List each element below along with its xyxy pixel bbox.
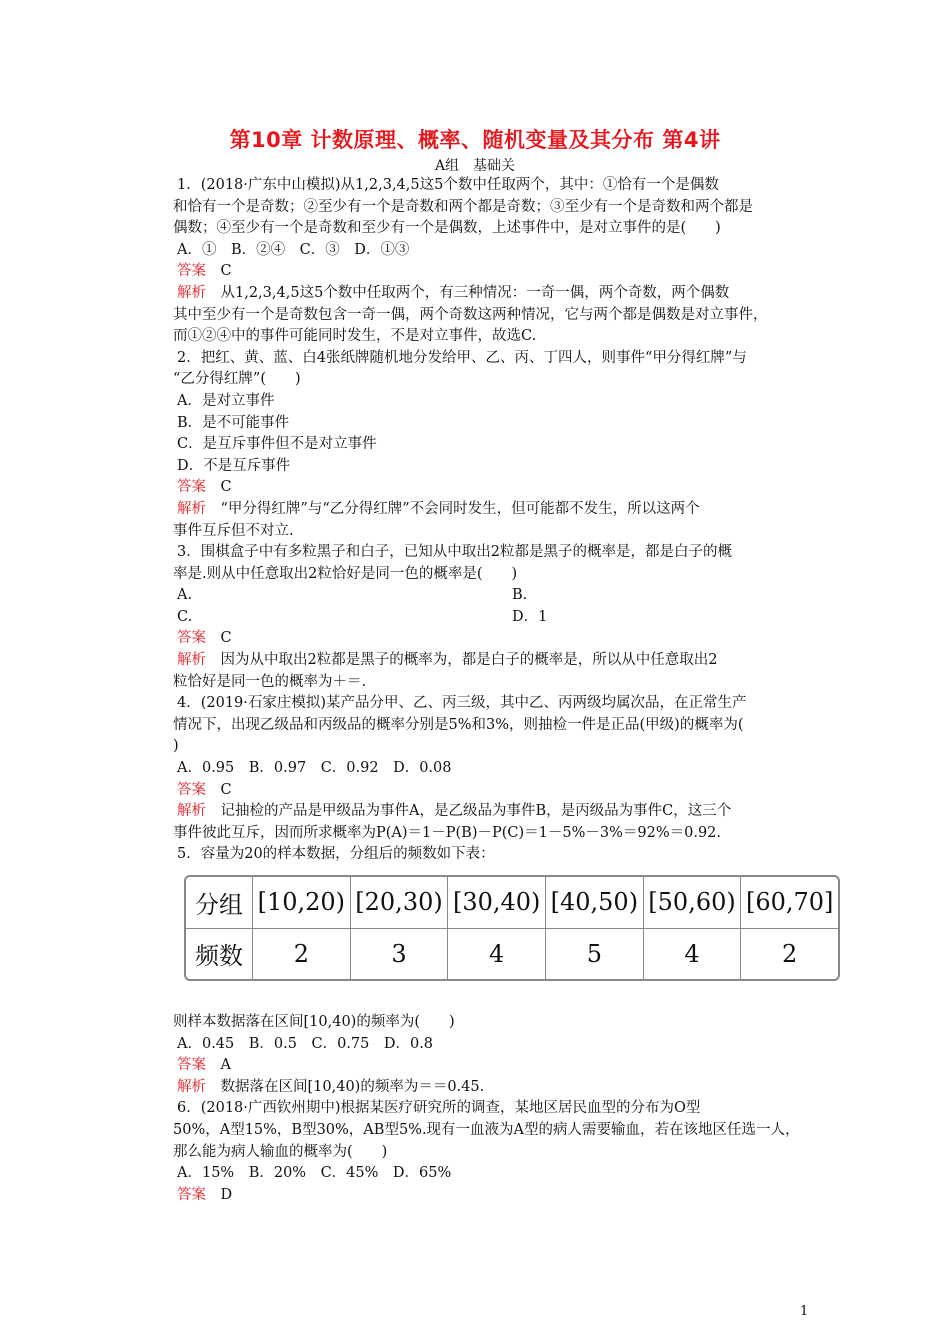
line-text: 事件彼此互斥，因而所求概率为P(A)＝1－P(B)－P(C)＝1－5%－3%＝92%＝0.92.: [173, 824, 722, 841]
line-text: A．① B．②④ C．③ D．①③: [177, 241, 410, 258]
option-label: A.: [177, 587, 193, 604]
line-text: C: [206, 263, 232, 280]
text-line: [173, 1120, 813, 1142]
line-text: A．15% B．20% C．45% D．65%: [177, 1165, 452, 1182]
table-cell: 3: [350, 928, 448, 979]
option-label: D．1: [512, 608, 548, 625]
line-text: 事件互斥但不对立.: [173, 522, 294, 539]
text-line: [173, 736, 813, 758]
text-line: [173, 1012, 813, 1034]
table-cell: [20,30): [350, 877, 448, 928]
line-text: 从1,2,3,4,5这5个数中任取两个，有三种情况：一奇一偶，两个奇数，两个偶数: [206, 284, 730, 301]
table-cell: 2: [253, 928, 351, 979]
body-text-bottom: [173, 1012, 813, 1206]
text-line: [173, 305, 813, 327]
text-line: [173, 1098, 813, 1120]
line-text: D: [206, 1186, 233, 1203]
line-text: 3．围棋盒子中有多粒黑子和白子，已知从中取出2粒都是黑子的概率是，都是白子的概: [177, 544, 732, 561]
text-line: [173, 585, 813, 607]
line-text: 和恰有一个是奇数；②至少有一个是奇数和两个都是奇数；③至少有一个是奇数和两个都是: [173, 198, 753, 215]
table-row-label: 分组: [186, 877, 253, 928]
text-line: [173, 758, 813, 780]
line-text: 偶数；④至少有一个是奇数和至少有一个是偶数，上述事件中，是对立事件的是( ): [173, 220, 721, 237]
table-row-counts: [186, 928, 838, 979]
text-line: [173, 780, 813, 802]
line-text: C: [206, 630, 232, 647]
line-text: C: [206, 479, 232, 496]
line-text: 4．(2019·石家庄模拟)某产品分甲、乙、丙三级，其中乙、丙两级均属次品，在正常生产: [177, 695, 747, 712]
text-line: [173, 650, 813, 672]
text-line: [173, 672, 813, 694]
text-line: [173, 326, 813, 348]
text-line: [173, 283, 813, 305]
text-line: [173, 607, 813, 629]
line-text: 因为从中取出2粒都是黑子的概率为，都是白子的概率是，所以从中任意取出2: [206, 652, 718, 669]
text-line: [173, 261, 813, 283]
line-text: 那么能为病人输血的概率为( ): [173, 1143, 388, 1160]
text-line: [173, 1142, 813, 1164]
text-line: [173, 197, 813, 219]
table-row-label: 频数: [186, 928, 253, 979]
text-line: [173, 456, 813, 478]
answer-label: 答案: [177, 781, 206, 798]
text-line: [173, 477, 813, 499]
answer-label: 解析: [177, 652, 206, 669]
text-line: [173, 1077, 813, 1099]
text-line: [173, 1055, 813, 1077]
text-line: [173, 413, 813, 435]
line-text: 2．把红、黄、蓝、白4张纸牌随机地分发给甲、乙、丙、丁四人，则事件“甲分得红牌”与: [177, 349, 747, 366]
line-text: 粒恰好是同一色的概率为＋＝.: [173, 673, 367, 690]
line-text: 则样本数据落在区间[10,40)的频率为( ): [173, 1014, 455, 1030]
line-text: 5．容量为20的样本数据，分组后的频数如下表：: [177, 846, 495, 863]
answer-label: 答案: [177, 630, 206, 647]
table-cell: [50,60): [643, 877, 741, 928]
text-line: [173, 823, 813, 845]
page-number: 1: [800, 1304, 809, 1319]
answer-label: 答案: [177, 479, 206, 496]
text-line: [173, 391, 813, 413]
line-text: A．0.95 B．0.97 C．0.92 D．0.08: [177, 760, 452, 777]
line-text: 1．(2018·广东中山模拟)从1,2,3,4,5这5个数中任取两个，其中：①恰有一个是偶数: [177, 177, 719, 193]
table-cell: 4: [448, 928, 546, 979]
text-line: [173, 801, 813, 823]
line-text: 其中至少有一个是奇数包含一奇一偶，两个奇数这两种情况，它与两个都是偶数是对立事件，: [173, 306, 768, 323]
text-line: [173, 1034, 813, 1056]
table-cell: 4: [643, 928, 741, 979]
line-text: 率是.则从中任意取出2粒恰好是同一色的概率是( ): [173, 565, 518, 582]
option-label: C.: [177, 608, 193, 625]
text-line: [173, 499, 813, 521]
text-line: [173, 693, 813, 715]
line-text: “乙分得红牌”( ): [173, 371, 301, 388]
text-line: [173, 218, 813, 240]
body-text-top: [173, 175, 813, 866]
text-line: [173, 628, 813, 650]
frequency-table: [184, 875, 840, 981]
table-cell: [60,70]: [741, 877, 838, 928]
page-title: 第10章 计数原理、概率、随机变量及其分布 第4讲: [229, 128, 721, 152]
option-label: B.: [512, 587, 528, 604]
table-cell: [10,20): [253, 877, 351, 928]
text-line: [173, 844, 813, 866]
line-text: 50%，A型15%，B型30%，AB型5%.现有一血液为A型的病人需要输血，若在该地区任选一人，: [173, 1121, 800, 1138]
text-line: [173, 564, 813, 586]
line-text: ): [173, 738, 179, 755]
text-line: [173, 521, 813, 543]
line-text: 记抽检的产品是甲级品为事件A，是乙级品为事件B，是丙级品为事件C，这三个: [206, 803, 732, 820]
line-text: B．是不可能事件: [177, 414, 290, 431]
answer-label: 解析: [177, 284, 206, 301]
answer-label: 答案: [177, 1186, 206, 1203]
answer-label: 答案: [177, 263, 206, 280]
answer-label: 解析: [177, 500, 206, 517]
text-line: [173, 715, 813, 737]
text-line: [173, 175, 813, 197]
line-text: A．0.45 B．0.5 C．0.75 D．0.8: [177, 1035, 434, 1052]
line-text: 数据落在区间[10,40)的频率为＝＝0.45.: [206, 1078, 485, 1095]
line-text: A: [206, 1057, 231, 1074]
text-line: [173, 240, 813, 262]
table-cell: [40,50): [546, 877, 644, 928]
text-line: [173, 1163, 813, 1185]
table-cell: 2: [741, 928, 838, 979]
line-text: 情况下，出现乙级品和丙级品的概率分别是5%和3%，则抽检一件是正品(甲级)的概率为(: [173, 716, 744, 733]
answer-label: 答案: [177, 1057, 206, 1074]
text-line: [173, 348, 813, 370]
answer-label: 解析: [177, 1078, 206, 1095]
section-subtitle: A组 基础关: [434, 158, 516, 174]
line-text: C．是互斥事件但不是对立事件: [177, 436, 377, 453]
answer-label: 解析: [177, 803, 206, 820]
text-line: [173, 1185, 813, 1207]
table-cell: 5: [546, 928, 644, 979]
table-cell: [30,40): [448, 877, 546, 928]
line-text: 而①②④中的事件可能同时发生，不是对立事件，故选C.: [173, 328, 537, 345]
line-text: D．不是互斥事件: [177, 457, 291, 474]
text-line: [173, 542, 813, 564]
line-text: A．是对立事件: [177, 392, 275, 409]
table-row-groups: [186, 877, 838, 928]
line-text: C: [206, 781, 232, 798]
text-line: [173, 434, 813, 456]
line-text: 6．(2018·广西钦州期中)根据某医疗研究所的调查，某地区居民血型的分布为O型: [177, 1100, 701, 1117]
text-line: [173, 369, 813, 391]
line-text: “甲分得红牌”与“乙分得红牌”不会同时发生，但可能都不发生，所以这两个: [206, 500, 700, 517]
